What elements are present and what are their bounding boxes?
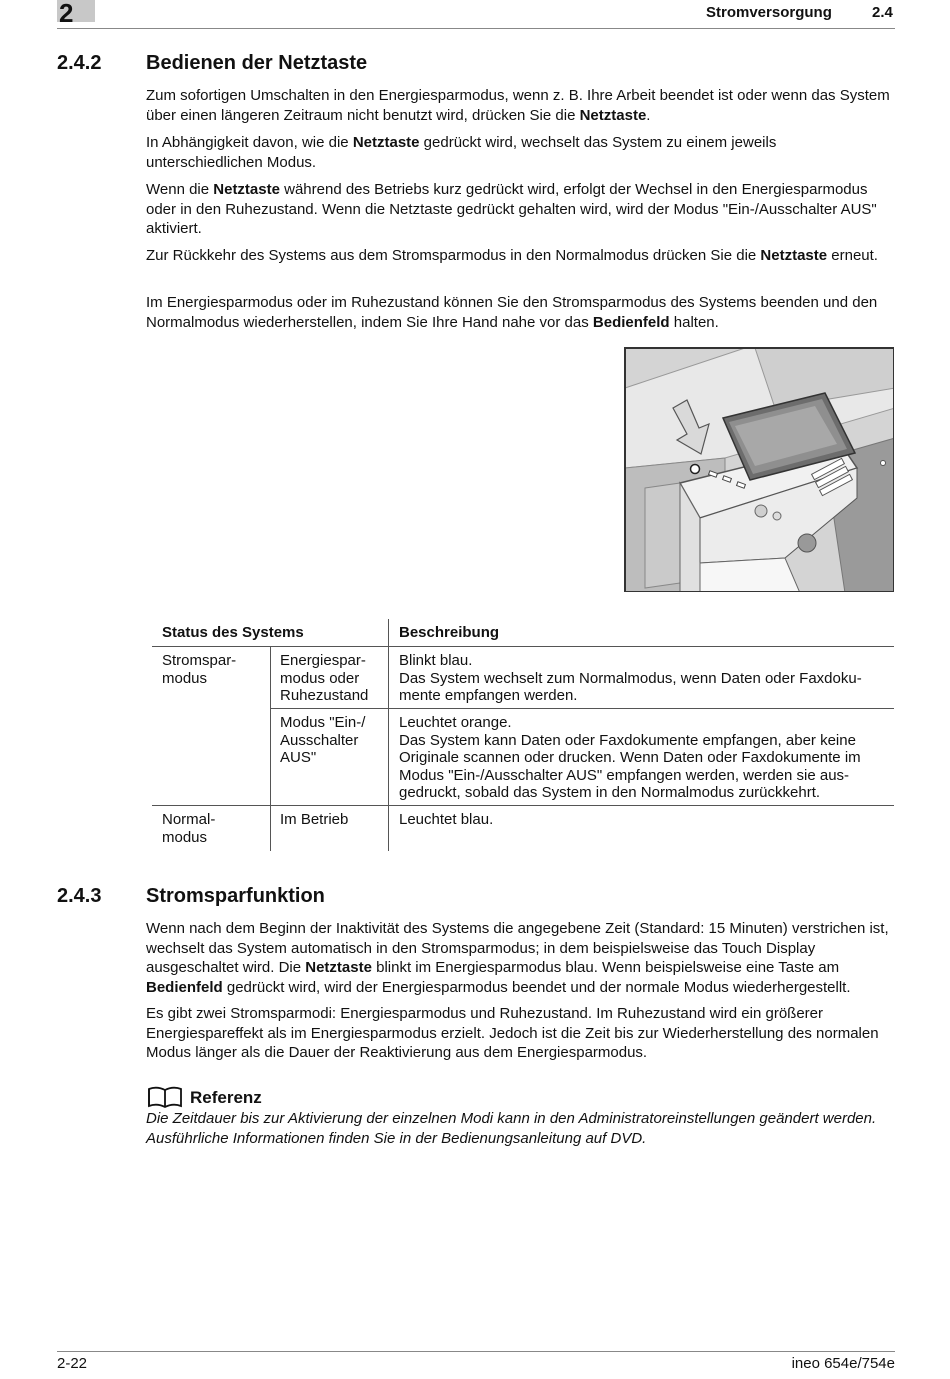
paragraph: Zur Rückkehr des Systems aus dem Stromsparmodus in den Normalmodus drücken Sie die Netztaste erneut. [146, 247, 878, 264]
paragraph: Wenn die Netztaste während des Betriebs kurz gedrückt wird, erfolgt der Wechsel in den Energiesparmodus oder in den Ruhezustand. Wenn die Netztaste gedrückt gehalten wird, wird der Modus "Ein-/Ausschalter AUS" aktiviert. [146, 181, 877, 237]
table-rule [152, 646, 894, 647]
table-cell-substatus: Energiespar- modus oder Ruhezustand [280, 652, 369, 704]
section-number: 2.4.3 [57, 885, 102, 907]
reference-text: Die Zeitdauer bis zur Aktivierung der einzelnen Modi kann in den Administratoreinstellungen geändert werden. Ausführliche Informationen finden Sie in der Bedienungsanleitung auf DVD. [146, 1110, 877, 1147]
paragraph: Zum sofortigen Umschalten in den Energiesparmodus, wenn z. B. Ihre Arbeit beendet ist oder wenn das System über einen längeren Zeitraum nicht benutzt wird, drücken Sie die Netztaste. [146, 87, 890, 124]
book-icon [147, 1086, 183, 1108]
table-cell-description: Leuchtet orange. Das System kann Daten oder Faxdokumente empfangen, aber keine Originale scannen oder drucken. Wenn Daten oder Faxdokumente im Modus "Ein-/Ausschalter AUS" empfangen werden, werden sie aus- gedruckt, sobald das System in den Normalmodus zurückkehrt. [399, 714, 861, 801]
reference-title: Referenz [190, 1088, 262, 1107]
footer-rule [57, 1351, 895, 1352]
table-cell-status: Stromspar- modus [162, 652, 237, 687]
table-cell-description: Blinkt blau. Das System wechselt zum Normalmodus, wenn Daten oder Faxdoku- mente empfangen werden. [399, 652, 862, 704]
header-rule [57, 28, 895, 29]
section-title: Bedienen der Netztaste [146, 52, 368, 74]
table-cell-substatus: Modus "Ein-/ Ausschalter AUS" [280, 714, 366, 766]
table-cell-substatus: Im Betrieb [280, 811, 349, 828]
table-rule [152, 805, 894, 806]
page-number: 2-22 [57, 1355, 88, 1372]
running-header-title: Stromversorgung [706, 4, 832, 21]
table-cell-description: Leuchtet blau. [399, 811, 494, 828]
table-header-description: Beschreibung [399, 624, 500, 641]
section-title: Stromsparfunktion [146, 885, 325, 907]
control-panel-illustration [624, 347, 894, 592]
chapter-number: 2 [59, 0, 74, 28]
running-header-section: 2.4 [872, 4, 893, 21]
table-rule [270, 708, 894, 709]
printer-drawing [625, 348, 894, 592]
table-rule [388, 619, 389, 851]
product-name: ineo 654e/754e [791, 1355, 895, 1372]
table-cell-status: Normal- modus [162, 811, 216, 846]
paragraph: Es gibt zwei Stromsparmodi: Energiesparmodus und Ruhezustand. Im Ruhezustand wird ein größerer Energiespareffekt als im Energiesparmodus erzielt. Jedoch ist die Zeit bis zur Wiederherstellung des normalen Modus länger als die Dauer der Reaktivierung aus dem Energiesparmodus. [146, 1005, 879, 1061]
table-rule [270, 646, 271, 851]
paragraph: In Abhängigkeit davon, wie die Netztaste gedrückt wird, wechselt das System zu einem jeweils unterschiedlichen Modus. [146, 134, 777, 171]
paragraph: Wenn nach dem Beginn der Inaktivität des Systems die angegebene Zeit (Standard: 15 Minuten) verstrichen ist, wechselt das System automatisch in den Stromsparmodus; in dem beispielsweise das Touch Display ausgeschaltet wird. Die Netztaste blinkt im Energiesparmodus blau. Wenn beispielsweise eine Taste am Bedienfeld gedrückt wird, wird der Energiesparmodus beendet und der normale Modus wiederhergestellt. [146, 920, 889, 996]
paragraph: Im Energiesparmodus oder im Ruhezustand können Sie den Stromsparmodus des Systems beenden und den Normalmodus wiederherstellen, indem Sie Ihre Hand nahe vor das Bedienfeld halten. [146, 294, 878, 331]
table-header-status: Status des Systems [162, 624, 304, 641]
section-number: 2.4.2 [57, 52, 102, 74]
